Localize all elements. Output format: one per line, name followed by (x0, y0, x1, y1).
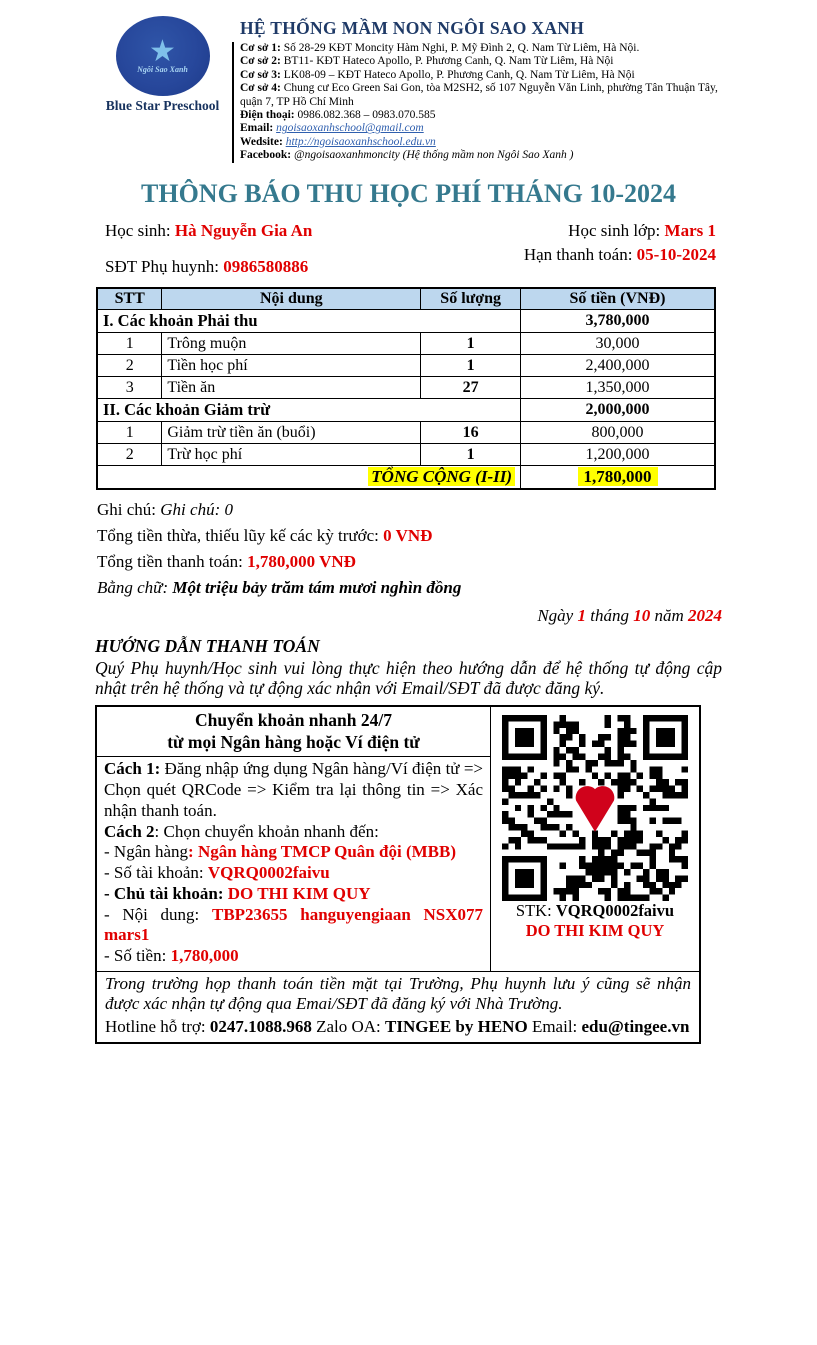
transfer-amount-label: - Số tiền: (104, 946, 171, 966)
row-amount: 1,350,000 (521, 377, 715, 399)
account-number-line (104, 863, 483, 884)
qr-code-image (502, 715, 688, 901)
campus-4-label: Cơ sở 4: (240, 82, 281, 95)
transfer-amount-line (104, 946, 483, 967)
letterhead (95, 12, 722, 163)
campus-2-line (240, 55, 722, 68)
qr-account-holder: DO THI KIM QUY (525, 920, 665, 940)
summary-section (97, 500, 722, 626)
row-description: Tiền ăn (162, 377, 421, 399)
account-number-value: VQRQ0002faivu (207, 863, 330, 883)
website-line (240, 136, 722, 149)
transfer-amount-value: 1,780,000 (170, 946, 239, 966)
row-quantity: 1 (421, 444, 521, 466)
qr-panel (491, 707, 699, 971)
support-email-label: Email: (527, 1016, 582, 1036)
method-1-text: Đăng nhập ứng dụng Ngân hàng/Ví điện tử => Chọn quét QRCode => Kiểm tra lại thông tin => Xác nhận thanh toán. (104, 759, 483, 820)
table-row (97, 399, 715, 422)
issue-date-line (97, 606, 722, 626)
table-row (97, 377, 715, 399)
campus-2-text: BT11- KĐT Hateco Apollo, P. Phương Canh, Q. Nam Từ Liêm, Hà Nội (280, 55, 614, 68)
parent-phone-value: 0986580886 (223, 256, 309, 276)
fee-notice-document (95, 0, 722, 1044)
transfer-content-line (104, 905, 483, 946)
phone-text: 0986.082.368 – 0983.070.585 (294, 109, 436, 122)
note-label: Ghi chú: (97, 500, 161, 520)
student-name-value: Hà Nguyễn Gia An (174, 220, 313, 240)
section-2-amount: 2,000,000 (521, 399, 715, 422)
col-header-description: Nội dung (162, 288, 421, 310)
date-word-month: tháng (585, 606, 634, 626)
payment-footer-note (97, 971, 699, 1042)
row-stt: 2 (97, 444, 162, 466)
page-title: THÔNG BÁO THU HỌC PHÍ THÁNG 10-2024 (141, 178, 676, 208)
carryover-label: Tổng tiền thừa, thiếu lũy kế các kỳ trước: (97, 526, 384, 546)
campus-4-text: Chung cư Eco Green Sai Gon, tòa M2SH2, số 107 Nguyễn Văn Linh, phường Tân Thuận Tây, quận 7, TP Hồ Chí Minh (240, 82, 718, 108)
facebook-label: Facebook: (240, 149, 292, 162)
account-holder-label: - Chủ tài khoản: (104, 883, 228, 903)
col-header-quantity: Số lượng (421, 288, 521, 310)
qr-code (502, 715, 688, 901)
section-1-label: I. Các khoản Phải thu (103, 311, 258, 331)
total-payment-line (97, 552, 722, 572)
email-link[interactable]: ngoisaoxanhschool@gmail.com (276, 122, 424, 135)
account-holder-line (104, 884, 483, 905)
grand-total-label: TỔNG CỘNG (I-II) (368, 467, 515, 486)
campus-3-line (240, 69, 722, 82)
section-2-label: II. Các khoản Giảm trừ (103, 400, 271, 420)
parent-phone-line (105, 245, 308, 277)
hotline-label: Hotline hỗ trợ: (105, 1016, 210, 1036)
row-quantity: 16 (421, 422, 521, 444)
col-header-stt: STT (97, 288, 162, 310)
student-info-row-2 (105, 245, 716, 277)
table-row (97, 422, 715, 444)
letterhead-text (230, 12, 722, 163)
student-info-row-1 (105, 221, 716, 241)
section-1-amount: 3,780,000 (521, 310, 715, 333)
transfer-header-line-1: Chuyển khoản nhanh 24/7 (195, 709, 392, 730)
fee-table (96, 287, 716, 491)
stk-value: VQRQ0002faivu (555, 900, 675, 920)
due-date-line (516, 245, 716, 277)
phone-line (240, 109, 722, 122)
campus-4-line (240, 82, 722, 109)
student-class-label: Học sinh lớp: (568, 220, 665, 240)
campus-2-label: Cơ sở 2: (240, 55, 281, 68)
row-quantity: 1 (421, 355, 521, 377)
transfer-header (97, 707, 491, 758)
amount-in-words-label: Bằng chữ: (97, 578, 173, 598)
email-line (240, 122, 722, 135)
total-payment-value: 1,780,000 VNĐ (247, 552, 356, 572)
total-payment-label: Tổng tiền thanh toán: (97, 552, 248, 572)
note-value: Ghi chú: 0 (160, 500, 233, 520)
due-date-label: Hạn thanh toán: (523, 244, 637, 264)
cash-payment-note: Trong trường họp thanh toán tiền mặt tại Trường, Phụ huynh lưu ý cũng sẽ nhận được xác nhận tự động qua Emai/SĐT đã đăng ký với Nhà Trường. (105, 973, 691, 1013)
payment-box (95, 705, 701, 1044)
payment-guide-paragraph: Quý Phụ huynh/Học sinh vui lòng thực hiện theo hướng dẫn để hệ thống tự động cập nhật trên hệ thống và tự động xác nhận với Email/SĐT đã được đăng ký. (95, 658, 722, 698)
campus-3-text: LK08-09 – KĐT Hateco Apollo, P. Phương Canh, Q. Nam Từ Liêm, Hà Nội (280, 68, 635, 81)
row-description: Trông muộn (162, 333, 421, 355)
campus-3-label: Cơ sở 3: (240, 68, 281, 81)
method-1-label: Cách 1: (104, 759, 161, 779)
total-row (97, 466, 715, 490)
row-stt: 3 (97, 377, 162, 399)
facebook-handle: @ngoisaoxanhmoncity (Hệ thống mầm non Ngôi Sao Xanh ) (293, 149, 574, 162)
bank-line (104, 842, 483, 863)
campus-1-line (240, 42, 722, 55)
student-class-line (568, 221, 716, 241)
account-number-label: - Số tài khoản: (104, 863, 208, 883)
amount-in-words-line (97, 578, 722, 598)
phone-label: Điện thoại: (240, 109, 295, 122)
address-block (232, 42, 722, 163)
date-year: 2024 (688, 606, 722, 626)
row-description: Giảm trừ tiền ăn (buổi) (162, 422, 421, 444)
zalo-value: TINGEE by HENO (385, 1016, 528, 1036)
student-name-line (105, 221, 312, 241)
stk-label: STK: (515, 900, 556, 920)
carryover-value: 0 VNĐ (383, 526, 433, 546)
row-stt: 2 (97, 355, 162, 377)
date-month: 10 (633, 606, 651, 626)
carryover-line (97, 526, 722, 546)
logo-script-text: Ngôi Sao Xanh (137, 64, 188, 74)
row-stt: 1 (97, 422, 162, 444)
email-label: Email: (240, 122, 274, 135)
student-class-value: Mars 1 (664, 220, 716, 240)
school-logo (95, 12, 230, 163)
row-quantity: 27 (421, 377, 521, 399)
website-link[interactable]: http://ngoisaoxanhschool.edu.vn (285, 135, 436, 148)
payment-guide-heading: HƯỚNG DẪN THANH TOÁN (95, 636, 320, 657)
method-2-label: Cách 2 (104, 821, 155, 841)
due-date-value: 05-10-2024 (636, 244, 716, 264)
parent-phone-label: SĐT Phụ huynh: (105, 256, 224, 276)
table-row (97, 310, 715, 333)
row-description: Trừ học phí (162, 444, 421, 466)
row-amount: 800,000 (521, 422, 715, 444)
row-amount: 1,200,000 (521, 444, 715, 466)
fee-table-header-row (97, 288, 715, 310)
transfer-content-value: TBP23655 hanguyengiaan NSX077 mars1 (104, 904, 483, 945)
row-amount: 30,000 (521, 333, 715, 355)
logo-caption: Blue Star Preschool (105, 98, 220, 113)
date-word-year: năm (650, 606, 688, 626)
amount-in-words-value: Một triệu bảy trăm tám mươi nghìn đồng (172, 578, 462, 598)
method-1-line (104, 759, 483, 821)
method-2-text: : Chọn chuyển khoản nhanh đến: (154, 821, 379, 841)
campus-1-text: Số 28-29 KĐT Moncity Hàm Nghi, P. Mỹ Đình 2, Q. Nam Từ Liêm, Hà Nội. (280, 42, 640, 54)
support-line (105, 1016, 691, 1037)
table-row (97, 333, 715, 355)
method-2-line (104, 822, 483, 843)
qr-account-caption (491, 901, 699, 921)
transfer-content-label: - Nội dung: (104, 904, 212, 924)
star-icon: ★ (149, 34, 176, 68)
col-header-amount: Số tiền (VNĐ) (521, 288, 715, 310)
date-word-day: Ngày (537, 606, 578, 626)
grand-total-amount: 1,780,000 (578, 467, 658, 486)
support-email-value: edu@tingee.vn (581, 1016, 690, 1036)
bank-value: : Ngân hàng TMCP Quân đội (MBB) (188, 842, 456, 862)
table-row (97, 444, 715, 466)
logo-circle (116, 16, 210, 96)
zalo-label: Zalo OA: (311, 1016, 386, 1036)
org-name: HỆ THỐNG MẦM NON NGÔI SAO XANH (240, 18, 585, 38)
row-quantity: 1 (421, 333, 521, 355)
row-stt: 1 (97, 333, 162, 355)
date-day: 1 (577, 606, 586, 626)
note-line (97, 500, 722, 520)
row-description: Tiền học phí (162, 355, 421, 377)
facebook-line (240, 149, 722, 162)
bank-label: - Ngân hàng (104, 842, 189, 862)
website-label: Wedsite: (240, 135, 283, 148)
account-holder-value: DO THI KIM QUY (227, 883, 371, 903)
row-amount: 2,400,000 (521, 355, 715, 377)
transfer-methods (97, 757, 491, 970)
campus-1-label: Cơ sở 1: (240, 42, 281, 54)
transfer-header-line-2: từ mọi Ngân hàng hoặc Ví điện tử (167, 731, 420, 752)
student-name-label: Học sinh: (105, 220, 175, 240)
table-row (97, 355, 715, 377)
hotline-number: 0247.1088.968 (209, 1016, 312, 1036)
